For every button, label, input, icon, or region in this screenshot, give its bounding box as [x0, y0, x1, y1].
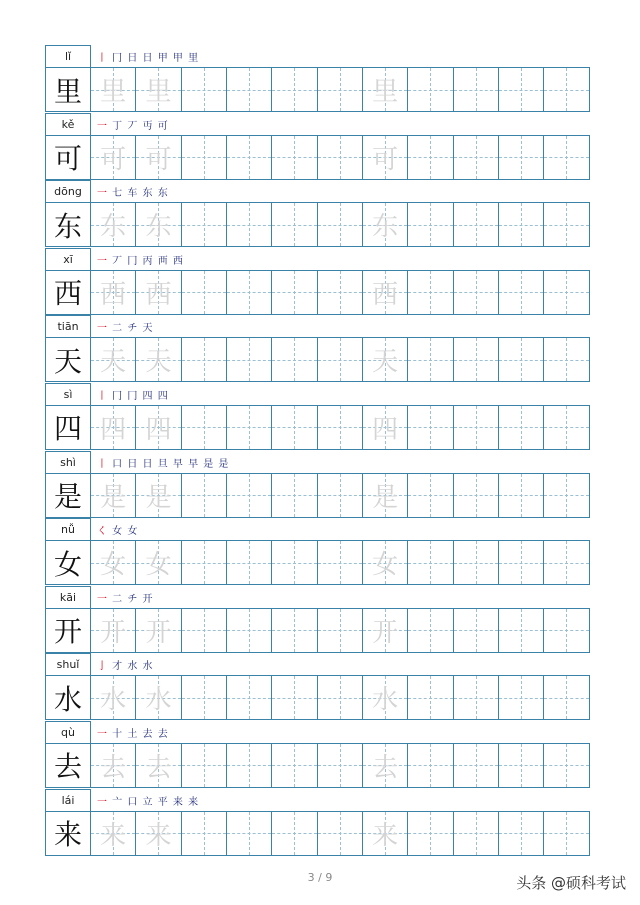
practice-grid [45, 540, 590, 585]
model-character: 女 [53, 547, 82, 581]
trace-character: 去 [145, 752, 172, 783]
writing-cell[interactable] [318, 608, 363, 653]
model-character: 来 [53, 818, 82, 852]
trace-character: 水 [145, 685, 172, 716]
writing-cell[interactable] [363, 675, 408, 720]
writing-cell[interactable] [544, 67, 589, 112]
stroke-order: 一 十 土 去 去 [97, 728, 169, 740]
trace-character: 来 [145, 820, 172, 851]
writing-cell[interactable] [408, 675, 453, 720]
writing-cell[interactable] [454, 473, 499, 518]
practice-grid [45, 135, 590, 180]
writing-cell[interactable] [499, 473, 544, 518]
model-character: 水 [53, 682, 82, 716]
stroke-order: 一 二 チ 天 [97, 323, 154, 335]
stroke-order: 一 丁 丆 丏 可 [97, 120, 169, 132]
trace-character: 来 [372, 820, 399, 851]
stroke-order: 丨 冂 冂 四 四 [97, 390, 169, 402]
model-character-cell [45, 473, 91, 518]
pinyin-label: qù [45, 721, 91, 743]
writing-cell[interactable] [136, 540, 181, 585]
writing-cell[interactable] [544, 202, 589, 247]
row-header [45, 248, 589, 270]
writing-cell[interactable] [454, 135, 499, 180]
writing-cell[interactable] [499, 67, 544, 112]
trace-character: 去 [372, 752, 399, 783]
writing-cell[interactable] [272, 202, 317, 247]
stroke-order: 丨 冂 日 日 甲 甲 里 [97, 53, 200, 64]
writing-cell[interactable] [182, 473, 227, 518]
row-header [45, 315, 589, 337]
row-header [45, 383, 589, 405]
row-header [45, 113, 589, 135]
character-row [45, 113, 589, 181]
writing-cell[interactable] [363, 811, 408, 856]
stroke-order: 一 丆 冂 丙 襾 西 [97, 255, 184, 267]
trace-character: 西 [145, 279, 172, 310]
row-header [45, 518, 589, 540]
model-character-cell [45, 202, 91, 247]
trace-character: 来 [100, 820, 127, 851]
model-character-cell [45, 337, 91, 382]
writing-cell[interactable] [499, 135, 544, 180]
trace-character: 东 [100, 212, 127, 243]
writing-cell[interactable] [408, 743, 453, 788]
writing-cell[interactable] [363, 540, 408, 585]
writing-cell[interactable] [318, 405, 363, 450]
character-row [45, 248, 589, 316]
writing-cell[interactable] [454, 675, 499, 720]
model-character-cell [45, 270, 91, 315]
trace-character: 四 [100, 414, 127, 445]
character-row [45, 315, 589, 383]
model-character-cell [45, 743, 91, 788]
pinyin-label: sì [45, 383, 91, 405]
practice-grid [45, 270, 590, 315]
pinyin-label: xī [45, 248, 91, 270]
trace-character: 西 [372, 279, 399, 310]
writing-cell[interactable] [91, 67, 136, 112]
practice-grid [45, 743, 590, 788]
pinyin-label: shì [45, 451, 91, 473]
trace-character: 里 [100, 77, 127, 107]
writing-cell[interactable] [182, 540, 227, 585]
writing-cell[interactable] [408, 337, 453, 382]
practice-grid [45, 405, 590, 450]
writing-cell[interactable] [318, 743, 363, 788]
trace-character: 水 [372, 685, 399, 716]
page-number: 3 / 9 [307, 871, 333, 884]
pinyin-label: lái [45, 789, 91, 811]
character-row [45, 518, 589, 586]
model-character: 可 [53, 142, 82, 176]
writing-cell[interactable] [454, 743, 499, 788]
writing-cell[interactable] [544, 743, 589, 788]
writing-cell[interactable] [544, 608, 589, 653]
character-row [45, 653, 589, 721]
model-character-cell [45, 811, 91, 856]
writing-cell[interactable] [136, 675, 181, 720]
writing-cell[interactable] [499, 202, 544, 247]
row-header [45, 451, 589, 473]
writing-cell[interactable] [454, 540, 499, 585]
trace-character: 东 [372, 212, 399, 243]
trace-character: 开 [145, 617, 172, 648]
writing-cell[interactable] [544, 405, 589, 450]
writing-cell[interactable] [91, 135, 136, 180]
writing-cell[interactable] [499, 743, 544, 788]
practice-sheet [45, 45, 589, 856]
writing-cell[interactable] [227, 67, 272, 112]
trace-character: 女 [372, 550, 399, 581]
writing-cell[interactable] [182, 67, 227, 112]
writing-cell[interactable] [272, 743, 317, 788]
writing-cell[interactable] [136, 743, 181, 788]
writing-cell[interactable] [544, 675, 589, 720]
model-character: 是 [53, 480, 82, 514]
trace-character: 开 [100, 617, 127, 648]
model-character-cell [45, 675, 91, 720]
writing-cell[interactable] [318, 540, 363, 585]
trace-character: 是 [145, 482, 172, 513]
writing-cell[interactable] [544, 811, 589, 856]
model-character: 四 [53, 412, 82, 446]
writing-cell[interactable] [544, 270, 589, 315]
writing-cell[interactable] [136, 473, 181, 518]
writing-cell[interactable] [136, 608, 181, 653]
writing-cell[interactable] [227, 270, 272, 315]
stroke-order: 亅 才 水 水 [97, 661, 154, 673]
writing-cell[interactable] [182, 608, 227, 653]
model-character: 东 [53, 209, 82, 243]
model-character-cell [45, 540, 91, 585]
stroke-order: く 女 女 [97, 526, 139, 538]
writing-cell[interactable] [227, 405, 272, 450]
character-row [45, 586, 589, 654]
model-character-cell [45, 67, 91, 112]
writing-cell[interactable] [454, 608, 499, 653]
writing-cell[interactable] [408, 540, 453, 585]
model-character-cell [45, 608, 91, 653]
writing-cell[interactable] [91, 811, 136, 856]
writing-cell[interactable] [318, 675, 363, 720]
writing-cell[interactable] [182, 811, 227, 856]
practice-grid [45, 337, 590, 382]
writing-cell[interactable] [318, 811, 363, 856]
character-row [45, 789, 589, 857]
writing-cell[interactable] [408, 405, 453, 450]
row-header [45, 586, 589, 608]
writing-cell[interactable] [408, 202, 453, 247]
pinyin-label: kě [45, 113, 91, 135]
trace-character: 里 [372, 77, 399, 107]
row-header [45, 789, 589, 811]
writing-cell[interactable] [318, 202, 363, 247]
writing-cell[interactable] [499, 270, 544, 315]
writing-cell[interactable] [363, 135, 408, 180]
writing-cell[interactable] [318, 337, 363, 382]
writing-cell[interactable] [136, 67, 181, 112]
writing-cell[interactable] [182, 743, 227, 788]
trace-character: 天 [145, 347, 172, 378]
model-character: 天 [53, 344, 82, 378]
writing-cell[interactable] [182, 405, 227, 450]
writing-cell[interactable] [363, 67, 408, 112]
writing-cell[interactable] [544, 473, 589, 518]
model-character: 西 [53, 277, 82, 311]
character-row [45, 451, 589, 519]
model-character: 里 [53, 74, 82, 108]
writing-cell[interactable] [136, 270, 181, 315]
writing-cell[interactable] [499, 405, 544, 450]
character-row [45, 180, 589, 248]
writing-cell[interactable] [136, 811, 181, 856]
writing-cell[interactable] [91, 473, 136, 518]
writing-cell[interactable] [272, 135, 317, 180]
trace-character: 女 [145, 550, 172, 581]
trace-character: 女 [100, 550, 127, 581]
writing-cell[interactable] [272, 473, 317, 518]
row-header [45, 653, 589, 675]
writing-cell[interactable] [182, 202, 227, 247]
writing-cell[interactable] [318, 135, 363, 180]
row-header [45, 45, 589, 67]
writing-cell[interactable] [318, 67, 363, 112]
writing-cell[interactable] [318, 270, 363, 315]
writing-cell[interactable] [363, 270, 408, 315]
stroke-order: 丨 口 日 日 旦 早 早 是 是 [97, 458, 230, 470]
writing-cell[interactable] [227, 473, 272, 518]
writing-cell[interactable] [272, 608, 317, 653]
writing-cell[interactable] [272, 337, 317, 382]
writing-cell[interactable] [91, 405, 136, 450]
writing-cell[interactable] [136, 202, 181, 247]
trace-character: 是 [100, 482, 127, 513]
trace-character: 是 [372, 482, 399, 513]
trace-character: 四 [372, 414, 399, 445]
practice-grid [45, 675, 590, 720]
stroke-order: 一 亠 口 立 平 来 来 [97, 796, 200, 808]
writing-cell[interactable] [318, 473, 363, 518]
writing-cell[interactable] [272, 811, 317, 856]
character-row [45, 721, 589, 789]
model-character: 去 [53, 750, 82, 784]
writing-cell[interactable] [454, 405, 499, 450]
writing-cell[interactable] [272, 270, 317, 315]
pinyin-label: tiān [45, 315, 91, 337]
writing-cell[interactable] [408, 811, 453, 856]
writing-cell[interactable] [91, 270, 136, 315]
trace-character: 天 [100, 347, 127, 378]
practice-grid [45, 608, 590, 653]
trace-character: 东 [145, 212, 172, 243]
writing-cell[interactable] [544, 540, 589, 585]
stroke-order: 一 二 チ 开 [97, 593, 154, 605]
model-character: 开 [53, 615, 82, 649]
writing-cell[interactable] [499, 337, 544, 382]
writing-cell[interactable] [182, 337, 227, 382]
writing-cell[interactable] [499, 540, 544, 585]
writing-cell[interactable] [454, 337, 499, 382]
writing-cell[interactable] [272, 675, 317, 720]
trace-character: 水 [100, 685, 127, 716]
writing-cell[interactable] [91, 743, 136, 788]
writing-cell[interactable] [136, 135, 181, 180]
row-header [45, 180, 589, 202]
practice-grid [45, 67, 590, 112]
trace-character: 可 [372, 144, 399, 175]
writing-cell[interactable] [227, 675, 272, 720]
trace-character: 去 [100, 752, 127, 783]
model-character-cell [45, 135, 91, 180]
writing-cell[interactable] [408, 270, 453, 315]
writing-cell[interactable] [544, 135, 589, 180]
writing-cell[interactable] [363, 473, 408, 518]
writing-cell[interactable] [499, 811, 544, 856]
watermark-text: 头条 @硕科考试 [516, 874, 626, 892]
pinyin-label: lǐ [45, 45, 91, 67]
writing-cell[interactable] [227, 135, 272, 180]
practice-grid [45, 202, 590, 247]
trace-character: 天 [372, 347, 399, 378]
writing-cell[interactable] [227, 811, 272, 856]
writing-cell[interactable] [408, 608, 453, 653]
writing-cell[interactable] [91, 675, 136, 720]
writing-cell[interactable] [499, 608, 544, 653]
writing-cell[interactable] [272, 67, 317, 112]
writing-cell[interactable] [227, 337, 272, 382]
writing-cell[interactable] [182, 270, 227, 315]
pinyin-label: shuǐ [45, 653, 91, 675]
writing-cell[interactable] [182, 675, 227, 720]
writing-cell[interactable] [227, 540, 272, 585]
writing-cell[interactable] [91, 540, 136, 585]
writing-cell[interactable] [182, 135, 227, 180]
writing-cell[interactable] [408, 473, 453, 518]
writing-cell[interactable] [363, 405, 408, 450]
pinyin-label: kāi [45, 586, 91, 608]
trace-character: 开 [372, 617, 399, 648]
writing-cell[interactable] [363, 202, 408, 247]
trace-character: 里 [145, 77, 172, 107]
writing-cell[interactable] [454, 270, 499, 315]
writing-cell[interactable] [91, 608, 136, 653]
writing-cell[interactable] [227, 608, 272, 653]
trace-character: 可 [145, 144, 172, 175]
writing-cell[interactable] [544, 337, 589, 382]
trace-character: 可 [100, 144, 127, 175]
writing-cell[interactable] [272, 540, 317, 585]
writing-cell[interactable] [136, 405, 181, 450]
writing-cell[interactable] [91, 202, 136, 247]
writing-cell[interactable] [91, 337, 136, 382]
writing-cell[interactable] [454, 67, 499, 112]
writing-cell[interactable] [408, 67, 453, 112]
writing-cell[interactable] [136, 337, 181, 382]
practice-grid [45, 811, 590, 856]
model-character-cell [45, 405, 91, 450]
writing-cell[interactable] [363, 608, 408, 653]
writing-cell[interactable] [408, 135, 453, 180]
pinyin-label: dōng [45, 180, 91, 202]
stroke-order: 一 七 车 东 东 [97, 188, 169, 200]
writing-cell[interactable] [454, 202, 499, 247]
pinyin-label: nǚ [45, 518, 91, 540]
practice-grid [45, 473, 590, 518]
writing-cell[interactable] [363, 337, 408, 382]
trace-character: 西 [100, 279, 127, 310]
writing-cell[interactable] [454, 811, 499, 856]
trace-character: 四 [145, 414, 172, 445]
character-row [45, 45, 589, 113]
writing-cell[interactable] [363, 743, 408, 788]
row-header [45, 721, 589, 743]
writing-cell[interactable] [227, 743, 272, 788]
writing-cell[interactable] [227, 202, 272, 247]
writing-cell[interactable] [499, 675, 544, 720]
character-row [45, 383, 589, 451]
writing-cell[interactable] [272, 405, 317, 450]
